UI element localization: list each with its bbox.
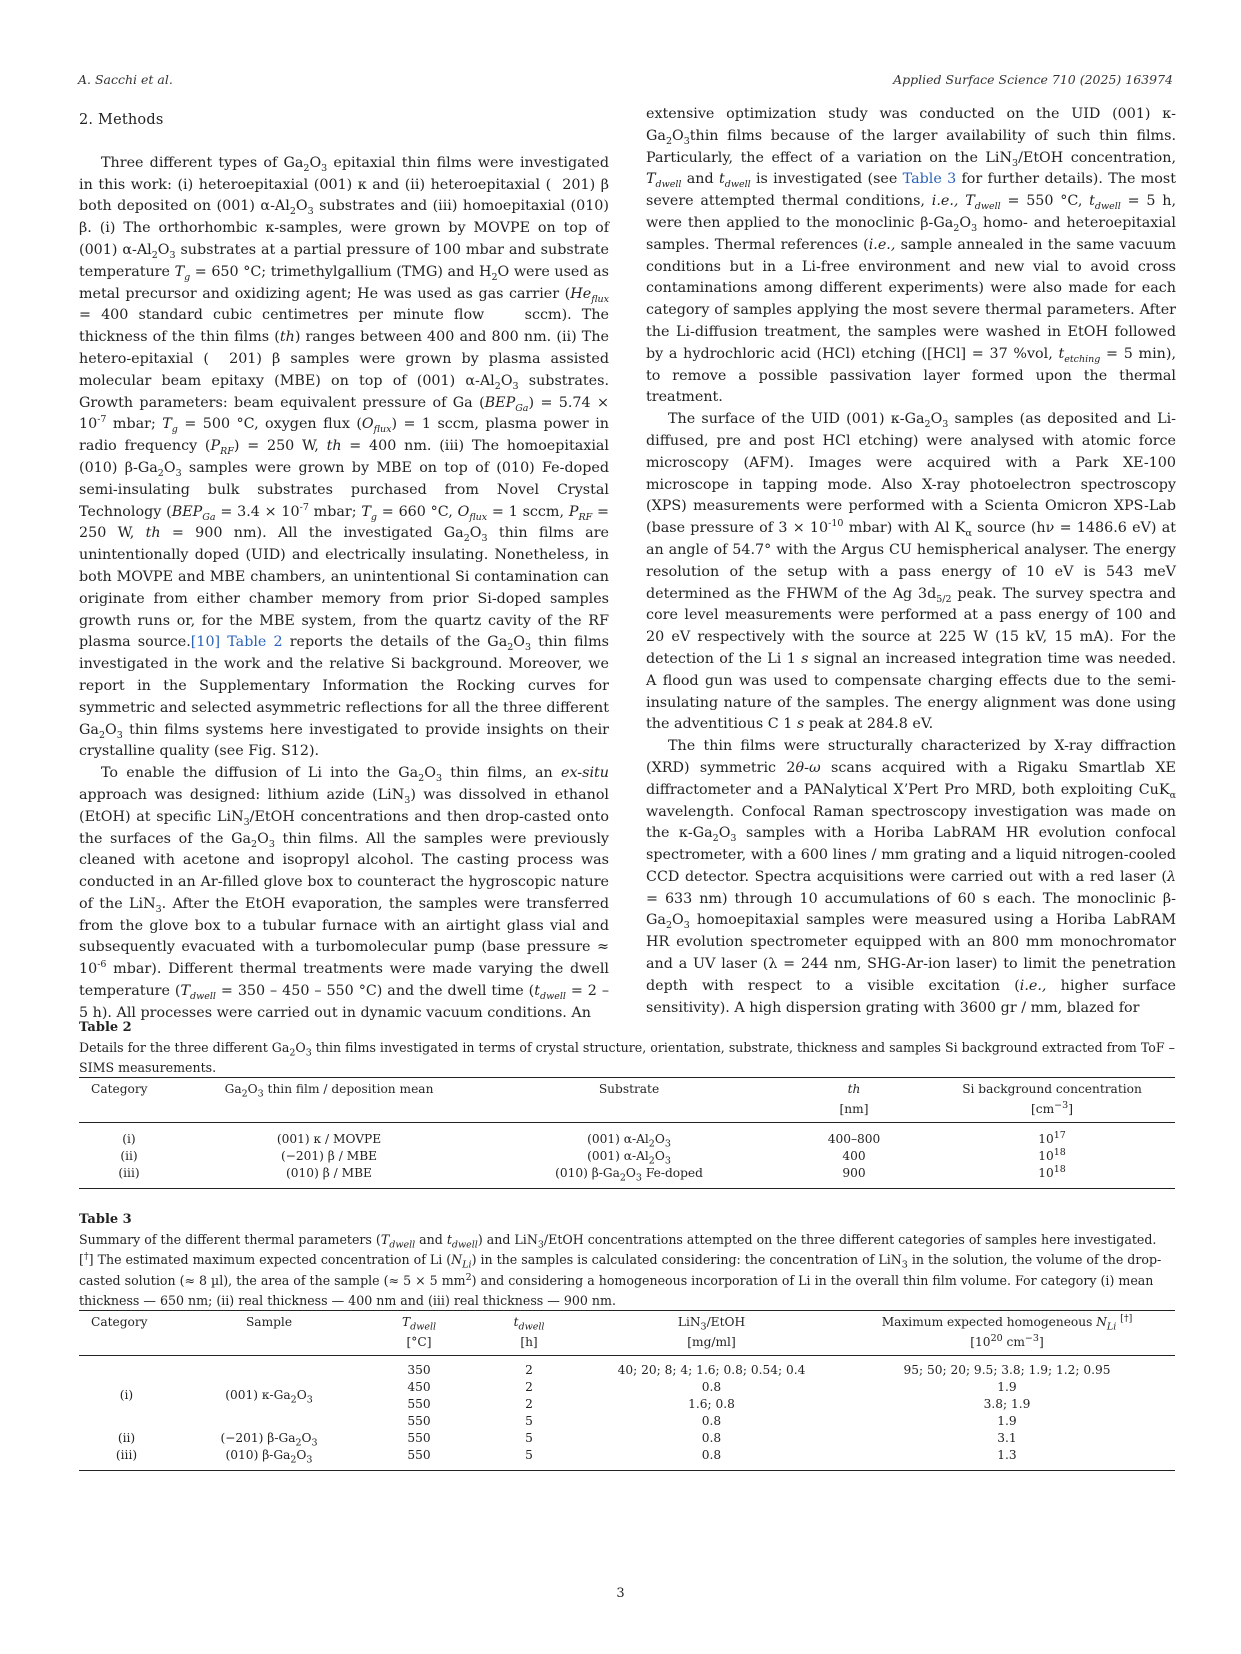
table2-caption: Table 2 Details for the three different $Ga_2O_3$ thin films investigated in terms of crystal structure, orientation, substrate, thickness and samples Si background extracted from ToF – SIMS measurements. [79, 1020, 1175, 1076]
table-cell: (ii) [117, 1430, 136, 1445]
table-cell: $10^{18}$ [929, 1165, 1175, 1189]
right-column [646, 104, 1176, 1019]
table2-unit: $[cm^{-3}]$ [929, 1098, 1175, 1123]
table-cell: (−201) β / MBE [280, 1148, 378, 1163]
table-row [79, 1447, 1175, 1471]
table2-unit: [nm] [779, 1098, 929, 1123]
table-cell: 5 [525, 1430, 533, 1445]
page-header [78, 72, 1173, 92]
table-cell: (iii) [79, 1447, 174, 1471]
table-cell: 3.8; 1.9 [983, 1396, 1031, 1411]
table-cell: (010) $\beta-Ga_2O_3$ Fe-doped [479, 1165, 779, 1189]
table-cell: 350 [407, 1362, 431, 1377]
table-cell: 900 [779, 1165, 929, 1189]
table3 [79, 1310, 1175, 1471]
left-column [79, 110, 609, 1025]
paragraph: The thin films were structurally characterized by X-ray diffraction (XRD) symmetric 2θ-ω scans acquired with a Rigaku Smartlab XE diffractometer and a PANalytical X’Pert Pro MRD, both exploiting CuK$_\alpha$ wavelength. Confocal Raman spectroscopy investigation was made on the $\kappa-Ga_2O_3$ samples with a Horiba LabRAM HR evolution confocal spectrometer, with a 600 lines / mm grating and a liquid nitrogen-cooled CCD detector. Spectra acquisitions were carried out with a red laser (λ = 633 nm) through 10 accumulations of 60 s each. The monoclinic $\beta-Ga_2O_3$ homoepitaxial samples were measured using a Horiba LabRAM HR evolution spectrometer equipped with an 800 mm monochromator and a UV laser (λ = 244 nm, SHG-Ar-ion laser) to limit the penetration depth with respect to a visible excitation (i.e., higher surface sensitivity). A high dispersion grating with 3600 gr / mm, blazed for [646, 738, 1177, 1016]
table-cell: $10^{17}$ [1038, 1129, 1066, 1146]
table3-header: $T_{dwell}$ [364, 1311, 474, 1332]
table-cell: 400 [842, 1148, 866, 1163]
table3-header: Sample [174, 1311, 364, 1332]
page-number: 3 [616, 1586, 625, 1601]
table-cell: (001) $\kappa-Ga_2O_3$ [225, 1388, 313, 1406]
table-cell: 5 [474, 1447, 584, 1471]
table-cell: 0.8 [584, 1447, 839, 1471]
table-cell: 2 [525, 1379, 533, 1394]
table2-label: Table 2 [79, 1020, 132, 1035]
table-cell: 3.1 [997, 1430, 1017, 1445]
table3-unit: [$10^{20}$ $cm^{-3}$] [839, 1331, 1175, 1356]
table2-header: $Ga_2O_3$ thin film / deposition mean [179, 1078, 479, 1099]
table3-label: Table 3 [79, 1212, 132, 1227]
table-cell: 1.9 [997, 1379, 1017, 1394]
table-cell: 400–800 [827, 1131, 881, 1146]
paragraph: To enable the diffusion of Li into the $Ga_2O_3$ thin films, an ex-situ approach was designed: lithium azide (LiN$_3$) was dissolved in ethanol (EtOH) at specific LiN$_3$/EtOH concentrations and then drop-casted onto the surfaces of the $Ga_2O_3$ thin films. All the samples were previously cleaned with acetone and isopropyl alcohol. The casting process was conducted in an Ar-filled glove box to counteract the hygroscopic nature of the LiN$_3$. After the EtOH evaporation, the samples were transferred from the glove box to a tubular furnace with an airtight glass vial and subsequently evacuated with a turbomolecular pump (base pressure ≈ $10^{-6}$ mbar). Different thermal treatments were made varying the dwell temperature ($T_{dwell} = 350 - 450 - 550$ °C) and the dwell time ($t_{dwell} = 2 - 5$ h). All processes were carried out in dynamic vacuum conditions. An [79, 765, 609, 1021]
table-cell: 5 [525, 1413, 533, 1428]
table-cell: 1.9 [997, 1413, 1017, 1428]
table2-header: Substrate [479, 1078, 779, 1099]
paragraph: The surface of the UID (001) $\kappa-Ga_2O_3$ samples (as deposited and Li-diffused, pre and post HCl etching) were analysed with atomic force microscopy (AFM). Images were acquired with a Park XE-100 microscope in tapping mode. Also X-ray photoelectron spectroscopy (XPS) measurements were performed with a Scienta Omicron XPS-Lab (base pressure of $3 \times 10^{-10}$ mbar) with Al $K_\alpha$ source (hν = 1486.6 eV) at an angle of 54.7° with the Argus CU hemispherical analyser. The energy resolution of the setup with a pass energy of 10 eV is 543 meV determined as the FHWM of the Ag $3d_{5/2}$ peak. The survey spectra and core level measurements were performed at a pass energy of 100 and 20 eV respectively with the source at 225 W (15 kV, 15 mA). For the detection of the Li 1 s signal an increased integration time was needed. A flood gun was used to compensate charging effects due to the semi-insulating nature of the samples. The energy alignment was done using the adventitious C 1 s peak at 284.8 eV. [646, 411, 1176, 733]
table-cell: (010) β / MBE [179, 1165, 479, 1189]
table3-header: $t_{dwell}$ [474, 1311, 584, 1332]
table3-header: LiN$_3$/EtOH [584, 1311, 839, 1332]
table-cell: (iii) [79, 1165, 179, 1189]
table3-header: Category [79, 1311, 174, 1332]
table-cell: $10^{18}$ [1038, 1146, 1066, 1163]
section-title: 2. Methods [79, 112, 164, 128]
paragraph: Three different types of $Ga_2O_3$ epitaxial thin films were investigated in this work: (i) heteroepitaxial (001) κ and (ii) heteroepitaxial ( 201) β both deposited on (001) $\alpha-Al_2O_3$ substrates and (iii) homoepitaxial (010) β. (i) The orthorhombic κ-samples, were grown by MOVPE on top of (001) $\alpha-Al_2O_3$ substrates at a partial pressure of 100 mbar and substrate temperature $T_g = 650$ °C; trimethylgallium (TMG) and $H_2O$ were used as metal precursor and oxidizing agent; He was used as gas carrier ($He_{flux} = 400$ standard cubic centimetres per minute flow sccm). The thickness of the thin films (th) ranges between 400 and 800 nm. (ii) The hetero-epitaxial ( 201) β samples were grown by plasma assisted molecular beam epitaxy (MBE) on top of (001) $\alpha-Al_2O_3$ substrates. Growth parameters: beam equivalent pressure of Ga $(BEP_{Ga}) = 5.74 \times 10^{-7}$ mbar; $T_g = 500$ °C, oxygen flux $(O_{flux}) = 1$ sccm, plasma power in radio frequency $(P_{RF}) = 250$ W, th = 400 nm. (iii) The homoepitaxial (010) $\beta-Ga_2O_3$ samples were grown by MBE on top of (010) Fe-doped semi-insulating bulk substrates purchased from Novel Crystal Technology ($BEP_{Ga} = 3.4 \times 10^{-7}$ mbar; $T_g = 660$ °C, $O_{flux} = 1$ sccm, $P_{RF} = 250$ W, th = 900 nm). All the investigated $Ga_2O_3$ thin films are unintentionally doped (UID) and electrically insulating. Nonetheless, in both MOVPE and MBE chambers, an unintentional Si contamination can originate from either chamber memory from prior Si-doped samples growth runs or, for the MBE system, from the quartz cavity of the RF plasma source.[10] Table 2 reports the details of the $Ga_2O_3$ thin films investigated in the work and the relative Si background. Moreover, we report in the Supplementary Information the Rocking curves for symmetric and selected asymmetric reflections for all the three different $Ga_2O_3$ thin films systems here investigated to provide insights on their crystalline quality (see Fig. S12). [79, 154, 610, 760]
table-cell: (010) $\beta-Ga_2O_3$ [174, 1447, 364, 1471]
table-cell: (001) $\alpha-Al_2O_3$ [587, 1148, 671, 1166]
table-cell: 0.8 [701, 1379, 722, 1394]
table-cell: (001) κ / MOVPE [276, 1131, 382, 1146]
table-cell: (i) [122, 1131, 136, 1146]
table3-header: Maximum expected homogeneous $N_{Li}$ [†] [839, 1311, 1175, 1332]
table3-unit: [h] [474, 1331, 584, 1356]
table-row [79, 1362, 1175, 1379]
table-cell: (i) [119, 1388, 134, 1402]
journal-citation: Applied Surface Science 710 (2025) 163974 [893, 72, 1173, 87]
table2-header: Si background concentration [929, 1078, 1175, 1099]
table-cell: 0.8 [701, 1430, 722, 1445]
table-cell: 95; 50; 20; 9.5; 3.8; 1.9; 1.2; 0.95 [903, 1362, 1111, 1377]
table-cell: (001) $\alpha-Al_2O_3$ [587, 1131, 671, 1149]
table-cell: (−201) $\beta-Ga_2O_3$ [220, 1430, 318, 1448]
table-cell: 1.3 [839, 1447, 1175, 1471]
table-cell: 0.8 [701, 1413, 722, 1428]
table3-caption: Table 3 Summary of the different thermal parameters ($T_{dwell}$ and $t_{dwell}$) and LiN$_3$/EtOH concentrations attempted on the three different categories of samples here investigated. [†] The estimated maximum expected concentration of Li $(N_{Li})$ in the samples is calculated considering: the concentration of LiN$_3$ in the solution, the volume of the drop-casted solution (≈ 8 µl), the area of the sample (≈ 5 × 5 $mm^2$) and considering a homogeneous incorporation of Li in the overall thin film volume. For category (i) mean thickness — 650 nm; (ii) real thickness — 400 nm and (iii) real thickness — 900 nm. [79, 1210, 1175, 1311]
table-row [79, 1430, 1175, 1447]
table-cell: 40; 20; 8; 4; 1.6; 0.8; 0.54; 0.4 [617, 1362, 806, 1377]
table-cell: 550 [407, 1413, 431, 1428]
table-cell: 2 [525, 1396, 533, 1411]
table-cell: (ii) [120, 1148, 138, 1163]
table-cell: 450 [407, 1379, 431, 1394]
table-cell: 550 [364, 1447, 474, 1471]
table3-unit: [mg/ml] [584, 1331, 839, 1356]
table-cell: 550 [407, 1396, 431, 1411]
table3-unit: [°C] [364, 1331, 474, 1356]
table2-header: Category [79, 1078, 179, 1099]
paragraph: extensive optimization study was conducted on the UID (001) $\kappa-Ga_2O_3thin$ films because of the larger availability of such thin films. Particularly, the effect of a variation on the LiN$_3$/EtOH concentration, $T_{dwell}$ and $t_{dwell}$ is investigated (see Table 3 for further details). The most severe attempted thermal conditions, i.e., $T_{dwell} = 550$ °C, $t_{dwell} = 5$ h, were then applied to the monoclinic $\beta-Ga_2O_3$ homo- and heteroepitaxial samples. Thermal references (i.e., sample annealed in the same vacuum conditions but in a Li-free environment and new vial to avoid cross contaminations among different experiments) were also made for each category of samples applying the most severe thermal parameters. After the Li-diffusion treatment, the samples were washed in EtOH followed by a hydrochloric acid (HCl) etching ([HCl] = 37 %vol, $t_{etching} = 5$ min), to remove a possible passivation layer formed upon the thermal treatment. [646, 106, 1177, 406]
table-row [79, 1148, 1175, 1165]
table-row [79, 1165, 1175, 1189]
running-authors: A. Sacchi et al. [78, 72, 173, 87]
table2 [79, 1077, 1175, 1189]
table-row [79, 1131, 1175, 1148]
table-cell: 2 [525, 1362, 533, 1377]
table2-header: th [779, 1078, 929, 1099]
table-cell: 550 [407, 1430, 431, 1445]
table-cell: 1.6; 0.8 [688, 1396, 735, 1411]
